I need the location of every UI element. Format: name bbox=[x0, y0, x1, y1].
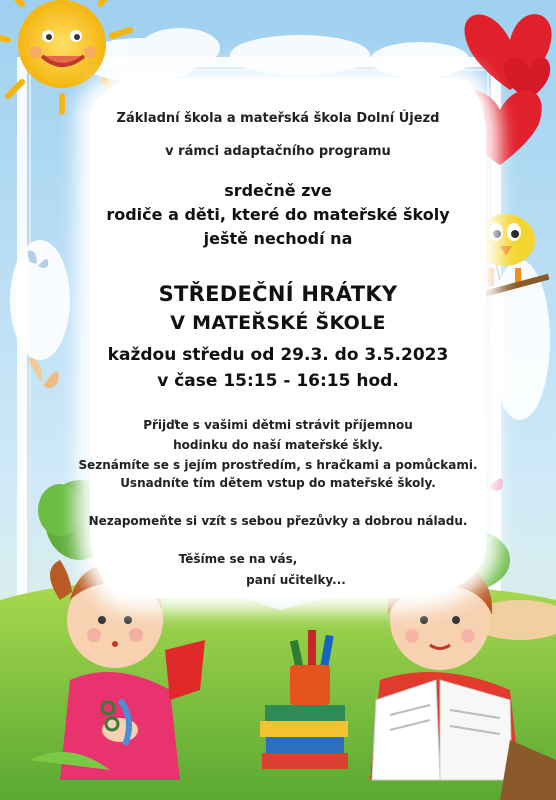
book-stack-icon bbox=[260, 705, 348, 769]
body-line-2: hodinku do naší mateřské škly. bbox=[173, 438, 383, 452]
school-name: Základní škola a mateřská škola Dolní Újezd bbox=[116, 111, 440, 126]
invite-line-2: rodiče a děti, které do mateřské školy bbox=[106, 205, 450, 224]
reminder-line: Nezapomeňte si vzít s sebou přezůvky a dobrou náladu. bbox=[88, 514, 468, 528]
body-line-1: Přijďte s vašimi dětmi strávit příjemnou bbox=[143, 418, 413, 432]
closing-line-2: paní učitelky... bbox=[246, 573, 346, 587]
closing-line-1: Těšíme se na vás, bbox=[178, 552, 298, 566]
body-line-4: Usnadníte tím dětem vstup do mateřské školy. bbox=[120, 476, 436, 490]
event-time: v čase 15:15 - 16:15 hod. bbox=[157, 371, 399, 391]
body-line-3: Seznámíte se s jejím prostředím, s hračkami a pomůckami. bbox=[78, 458, 478, 472]
event-subtitle: V MATEŘSKÉ ŠKOLE bbox=[170, 312, 386, 334]
invite-line-1: srdečně zve bbox=[224, 181, 332, 200]
program-line: v rámci adaptačního programu bbox=[165, 144, 391, 159]
event-title: STŘEDEČNÍ HRÁTKY bbox=[158, 282, 398, 306]
event-date: každou středu od 29.3. do 3.5.2023 bbox=[107, 345, 449, 365]
pencil-cup-icon bbox=[290, 630, 334, 705]
invite-line-3: ještě nechodí na bbox=[203, 229, 353, 248]
